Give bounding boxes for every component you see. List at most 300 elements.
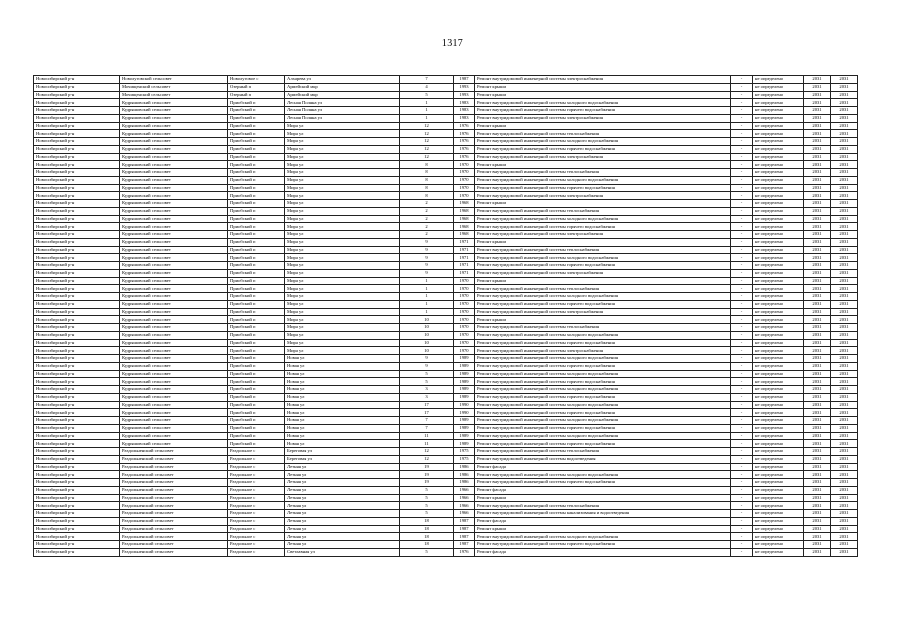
cell-settlement: Кудряшовский сельсовет [120, 169, 228, 177]
table-row [34, 479, 858, 487]
cell-year-to: 2031 [831, 525, 858, 533]
cell-district: Новосибирский р-н [34, 424, 120, 432]
cell-year-from: 2031 [804, 300, 831, 308]
table-row [34, 455, 858, 463]
cell-deadline: не определено [753, 300, 804, 308]
cell-work-type: Ремонт внутридомовой инженерной системы электроснабжения [475, 231, 731, 239]
cell-dash: - [731, 200, 753, 208]
cell-deadline: не определено [753, 215, 804, 223]
cell-locality: Раздольное с [228, 486, 285, 494]
cell-dash: - [731, 138, 753, 146]
cell-deadline: не определено [753, 107, 804, 115]
cell-dash: - [731, 122, 753, 130]
cell-district: Новосибирский р-н [34, 269, 120, 277]
cell-year-from: 2031 [804, 293, 831, 301]
cell-built-year: 1966 [454, 502, 475, 510]
cell-street: Мира ул [285, 293, 400, 301]
cell-built-year: 1968 [454, 223, 475, 231]
cell-dash: - [731, 471, 753, 479]
cell-street: Мира ул [285, 300, 400, 308]
cell-locality: Приобский п [228, 215, 285, 223]
cell-locality: Приобский п [228, 145, 285, 153]
cell-year-from: 2031 [804, 145, 831, 153]
cell-year-to: 2031 [831, 99, 858, 107]
cell-year-from: 2031 [804, 91, 831, 99]
cell-year-to: 2031 [831, 122, 858, 130]
cell-house: 9 [400, 254, 454, 262]
cell-year-to: 2031 [831, 339, 858, 347]
cell-deadline: не определено [753, 91, 804, 99]
cell-settlement: Кудряшовский сельсовет [120, 277, 228, 285]
cell-district: Новосибирский р-н [34, 130, 120, 138]
cell-year-from: 2031 [804, 184, 831, 192]
cell-dash: - [731, 401, 753, 409]
cell-year-to: 2031 [831, 107, 858, 115]
cell-deadline: не определено [753, 525, 804, 533]
cell-deadline: не определено [753, 122, 804, 130]
cell-street: Летняя ул [285, 533, 400, 541]
cell-street: Лесная Поляна ул [285, 99, 400, 107]
cell-work-type: Ремонт внутридомовой инженерной системы теплоснабжения [475, 285, 731, 293]
cell-built-year: 1989 [454, 393, 475, 401]
cell-settlement: Кудряшовский сельсовет [120, 432, 228, 440]
cell-house: 2 [400, 231, 454, 239]
cell-built-year: 1987 [454, 541, 475, 549]
cell-dash: - [731, 355, 753, 363]
table-row [34, 122, 858, 130]
cell-dash: - [731, 277, 753, 285]
cell-house: 19 [400, 471, 454, 479]
cell-work-type: Ремонт внутридомовой инженерной системы горячего водоснабжения [475, 440, 731, 448]
table-row [34, 300, 858, 308]
cell-year-to: 2031 [831, 510, 858, 518]
table-row [34, 277, 858, 285]
table-row [34, 362, 858, 370]
cell-work-type: Ремонт внутридомовой инженерной системы электроснабжения [475, 308, 731, 316]
table-row [34, 331, 858, 339]
cell-dash: - [731, 262, 753, 270]
cell-deadline: не определено [753, 324, 804, 332]
cell-settlement: Кудряшовский сельсовет [120, 223, 228, 231]
cell-deadline: не определено [753, 393, 804, 401]
cell-street: Новая ул [285, 424, 400, 432]
cell-locality: Раздольное с [228, 533, 285, 541]
cell-dash: - [731, 517, 753, 525]
cell-settlement: Кудряшовский сельсовет [120, 99, 228, 107]
cell-year-to: 2031 [831, 517, 858, 525]
cell-settlement: Кудряшовский сельсовет [120, 347, 228, 355]
cell-built-year: 1986 [454, 471, 475, 479]
cell-deadline: не определено [753, 424, 804, 432]
cell-district: Новосибирский р-н [34, 378, 120, 386]
cell-settlement: Кудряшовский сельсовет [120, 417, 228, 425]
cell-dash: - [731, 293, 753, 301]
cell-deadline: не определено [753, 355, 804, 363]
table-row [34, 432, 858, 440]
cell-district: Новосибирский р-н [34, 91, 120, 99]
cell-settlement: Кудряшовский сельсовет [120, 362, 228, 370]
cell-year-from: 2031 [804, 486, 831, 494]
cell-built-year: 1989 [454, 417, 475, 425]
cell-settlement: Кудряшовский сельсовет [120, 378, 228, 386]
cell-deadline: не определено [753, 207, 804, 215]
cell-house: 10 [400, 339, 454, 347]
cell-house: 5 [400, 494, 454, 502]
cell-built-year: 1970 [454, 293, 475, 301]
cell-built-year: 1966 [454, 486, 475, 494]
cell-work-type: Ремонт внутридомовой инженерной системы электроснабжения [475, 76, 731, 84]
cell-built-year: 1970 [454, 331, 475, 339]
cell-year-from: 2031 [804, 231, 831, 239]
table-row [34, 548, 858, 556]
cell-house: 5 [400, 548, 454, 556]
cell-built-year: 1968 [454, 207, 475, 215]
cell-settlement: Кудряшовский сельсовет [120, 200, 228, 208]
cell-built-year: 1989 [454, 386, 475, 394]
cell-built-year: 1976 [454, 130, 475, 138]
cell-street: Армейский мкр [285, 83, 400, 91]
cell-district: Новосибирский р-н [34, 231, 120, 239]
cell-deadline: не определено [753, 76, 804, 84]
cell-year-from: 2031 [804, 99, 831, 107]
cell-street: Мира ул [285, 176, 400, 184]
cell-house: 10 [400, 347, 454, 355]
table-row [34, 99, 858, 107]
cell-deadline: не определено [753, 231, 804, 239]
cell-year-from: 2031 [804, 541, 831, 549]
table-row [34, 541, 858, 549]
cell-work-type: Ремонт внутридомовой инженерной системы теплоснабжения [475, 324, 731, 332]
cell-locality: Приобский п [228, 238, 285, 246]
table-row [34, 207, 858, 215]
cell-deadline: не определено [753, 370, 804, 378]
cell-year-from: 2031 [804, 269, 831, 277]
cell-locality: Приобский п [228, 370, 285, 378]
cell-district: Новосибирский р-н [34, 107, 120, 115]
table-row [34, 401, 858, 409]
table-row [34, 285, 858, 293]
cell-house: 18 [400, 525, 454, 533]
table-row [34, 533, 858, 541]
cell-year-from: 2031 [804, 76, 831, 84]
cell-locality: Приобский п [228, 269, 285, 277]
cell-district: Новосибирский р-н [34, 308, 120, 316]
cell-year-from: 2031 [804, 308, 831, 316]
cell-street: Летняя ул [285, 471, 400, 479]
cell-house: 18 [400, 533, 454, 541]
cell-year-to: 2031 [831, 448, 858, 456]
cell-district: Новосибирский р-н [34, 293, 120, 301]
cell-street: Летняя ул [285, 463, 400, 471]
cell-work-type: Ремонт внутридомовой инженерной системы горячего водоснабжения [475, 300, 731, 308]
cell-year-from: 2031 [804, 432, 831, 440]
cell-district: Новосибирский р-н [34, 184, 120, 192]
cell-year-to: 2031 [831, 370, 858, 378]
cell-street: Летняя ул [285, 517, 400, 525]
cell-house: 7 [400, 76, 454, 84]
cell-year-from: 2031 [804, 355, 831, 363]
cell-dash: - [731, 331, 753, 339]
cell-district: Новосибирский р-н [34, 355, 120, 363]
cell-district: Новосибирский р-н [34, 463, 120, 471]
cell-street: Новая ул [285, 393, 400, 401]
cell-street: Новая ул [285, 378, 400, 386]
cell-built-year: 1983 [454, 114, 475, 122]
cell-locality: Приобский п [228, 362, 285, 370]
cell-year-from: 2031 [804, 448, 831, 456]
cell-deadline: не определено [753, 455, 804, 463]
table-row [34, 83, 858, 91]
cell-year-to: 2031 [831, 548, 858, 556]
cell-deadline: не определено [753, 486, 804, 494]
table-row [34, 316, 858, 324]
cell-deadline: не определено [753, 331, 804, 339]
cell-year-from: 2031 [804, 347, 831, 355]
cell-deadline: не определено [753, 138, 804, 146]
cell-work-type: Ремонт внутридомовой инженерной системы горячего водоснабжения [475, 424, 731, 432]
cell-year-to: 2031 [831, 308, 858, 316]
cell-locality: Приобский п [228, 393, 285, 401]
cell-built-year: 1989 [454, 362, 475, 370]
cell-built-year: 1989 [454, 432, 475, 440]
cell-locality: Приобский п [228, 138, 285, 146]
cell-dash: - [731, 161, 753, 169]
cell-dash: - [731, 231, 753, 239]
cell-house: 1 [400, 99, 454, 107]
cell-built-year: 1970 [454, 324, 475, 332]
cell-built-year: 1968 [454, 215, 475, 223]
cell-year-from: 2031 [804, 386, 831, 394]
cell-work-type: Ремонт внутридомовой инженерной системы горячего водоснабжения [475, 479, 731, 487]
cell-year-to: 2031 [831, 479, 858, 487]
cell-street: Мира ул [285, 324, 400, 332]
cell-dash: - [731, 339, 753, 347]
cell-street: Мира ул [285, 316, 400, 324]
cell-district: Новосибирский р-н [34, 176, 120, 184]
cell-locality: Приобский п [228, 331, 285, 339]
cell-settlement: Раздольненский сельсовет [120, 486, 228, 494]
cell-settlement: Кудряшовский сельсовет [120, 130, 228, 138]
cell-settlement: Кудряшовский сельсовет [120, 192, 228, 200]
cell-settlement: Раздольненский сельсовет [120, 502, 228, 510]
table-row [34, 76, 858, 84]
table-row [34, 525, 858, 533]
cell-locality: Приобский п [228, 432, 285, 440]
cell-year-to: 2031 [831, 393, 858, 401]
cell-house: 2 [400, 215, 454, 223]
cell-house: 11 [400, 440, 454, 448]
cell-built-year: 1976 [454, 138, 475, 146]
cell-year-from: 2031 [804, 455, 831, 463]
cell-built-year: 1987 [454, 517, 475, 525]
cell-street: Мира ул [285, 269, 400, 277]
cell-settlement: Раздольненский сельсовет [120, 525, 228, 533]
cell-built-year: 1975 [454, 455, 475, 463]
cell-year-to: 2031 [831, 440, 858, 448]
cell-district: Новосибирский р-н [34, 316, 120, 324]
cell-settlement: Кудряшовский сельсовет [120, 409, 228, 417]
cell-year-from: 2031 [804, 130, 831, 138]
cell-year-to: 2031 [831, 463, 858, 471]
cell-dash: - [731, 347, 753, 355]
cell-locality: Приобский п [228, 184, 285, 192]
cell-work-type: Ремонт внутридомовой инженерной системы холодного водоснабжения [475, 533, 731, 541]
cell-year-from: 2031 [804, 169, 831, 177]
cell-year-from: 2031 [804, 176, 831, 184]
cell-street: Мира ул [285, 161, 400, 169]
cell-district: Новосибирский р-н [34, 448, 120, 456]
cell-year-to: 2031 [831, 401, 858, 409]
table-row [34, 308, 858, 316]
cell-locality: Приобский п [228, 401, 285, 409]
cell-locality: Раздольное с [228, 525, 285, 533]
table-row [34, 130, 858, 138]
cell-house: 1 [400, 293, 454, 301]
cell-settlement: Раздольненский сельсовет [120, 548, 228, 556]
cell-street: Мира ул [285, 339, 400, 347]
cell-year-from: 2031 [804, 238, 831, 246]
cell-built-year: 1986 [454, 479, 475, 487]
cell-settlement: Кудряшовский сельсовет [120, 269, 228, 277]
cell-house: 5 [400, 502, 454, 510]
table-row [34, 169, 858, 177]
cell-district: Новосибирский р-н [34, 401, 120, 409]
cell-year-to: 2031 [831, 409, 858, 417]
cell-settlement: Кудряшовский сельсовет [120, 138, 228, 146]
cell-street: Новая ул [285, 432, 400, 440]
cell-deadline: не определено [753, 262, 804, 270]
cell-built-year: 1986 [454, 463, 475, 471]
cell-street: Светлавная ул [285, 548, 400, 556]
cell-year-from: 2031 [804, 153, 831, 161]
cell-built-year: 1970 [454, 316, 475, 324]
cell-deadline: не определено [753, 169, 804, 177]
cell-work-type: Ремонт внутридомовой инженерной системы горячего водоснабжения [475, 362, 731, 370]
cell-dash: - [731, 269, 753, 277]
cell-house: 2 [400, 223, 454, 231]
cell-locality: Раздольное с [228, 510, 285, 518]
cell-street: Мира ул [285, 153, 400, 161]
cell-work-type: Ремонт внутридомовой инженерной системы электроснабжения [475, 269, 731, 277]
cell-district: Новосибирский р-н [34, 409, 120, 417]
cell-district: Новосибирский р-н [34, 510, 120, 518]
cell-built-year: 1990 [454, 409, 475, 417]
cell-built-year: 1983 [454, 99, 475, 107]
cell-district: Новосибирский р-н [34, 262, 120, 270]
cell-house: 12 [400, 145, 454, 153]
cell-year-from: 2031 [804, 324, 831, 332]
cell-deadline: не определено [753, 83, 804, 91]
table-row [34, 386, 858, 394]
cell-dash: - [731, 192, 753, 200]
cell-district: Новосибирский р-н [34, 169, 120, 177]
cell-street: Мира ул [285, 200, 400, 208]
cell-built-year: 1989 [454, 424, 475, 432]
cell-dash: - [731, 378, 753, 386]
cell-settlement: Кудряшовский сельсовет [120, 122, 228, 130]
cell-deadline: не определено [753, 277, 804, 285]
cell-district: Новосибирский р-н [34, 122, 120, 130]
cell-settlement: Кудряшовский сельсовет [120, 355, 228, 363]
cell-deadline: не определено [753, 130, 804, 138]
cell-dash: - [731, 324, 753, 332]
cell-locality: Приобский п [228, 316, 285, 324]
table-row [34, 114, 858, 122]
cell-built-year: 1970 [454, 277, 475, 285]
cell-dash: - [731, 479, 753, 487]
cell-work-type: Ремонт внутридомовой инженерной системы холодного водоснабжения [475, 386, 731, 394]
table-row [34, 471, 858, 479]
cell-district: Новосибирский р-н [34, 362, 120, 370]
cell-district: Новосибирский р-н [34, 347, 120, 355]
cell-house: 3 [400, 393, 454, 401]
cell-locality: Приобский п [228, 424, 285, 432]
cell-locality: Приобский п [228, 386, 285, 394]
cell-dash: - [731, 107, 753, 115]
cell-deadline: не определено [753, 316, 804, 324]
cell-settlement: Кудряшовский сельсовет [120, 184, 228, 192]
cell-house: 10 [400, 316, 454, 324]
cell-locality: Раздольное с [228, 502, 285, 510]
cell-dash: - [731, 533, 753, 541]
cell-dash: - [731, 246, 753, 254]
cell-dash: - [731, 316, 753, 324]
cell-built-year: 1970 [454, 192, 475, 200]
cell-locality: Приобский п [228, 300, 285, 308]
cell-dash: - [731, 370, 753, 378]
cell-district: Новосибирский р-н [34, 138, 120, 146]
cell-year-to: 2031 [831, 386, 858, 394]
cell-locality: Приобский п [228, 153, 285, 161]
cell-settlement: Кудряшовский сельсовет [120, 262, 228, 270]
cell-locality: Приобский п [228, 200, 285, 208]
cell-settlement: Кудряшовский сельсовет [120, 231, 228, 239]
cell-built-year: 1975 [454, 448, 475, 456]
cell-dash: - [731, 76, 753, 84]
table-row [34, 440, 858, 448]
cell-built-year: 1970 [454, 184, 475, 192]
cell-house: 1 [400, 308, 454, 316]
cell-district: Новосибирский р-н [34, 114, 120, 122]
cell-year-from: 2031 [804, 424, 831, 432]
cell-year-to: 2031 [831, 502, 858, 510]
cell-house: 19 [400, 463, 454, 471]
cell-dash: - [731, 432, 753, 440]
cell-locality: Приобский п [228, 254, 285, 262]
cell-work-type: Ремонт внутридомовой инженерной системы холодного водоснабжения [475, 254, 731, 262]
cell-work-type: Ремонт внутридомовой инженерной системы холодного водоснабжения [475, 355, 731, 363]
cell-dash: - [731, 145, 753, 153]
cell-year-to: 2031 [831, 541, 858, 549]
table-row [34, 393, 858, 401]
cell-district: Новосибирский р-н [34, 331, 120, 339]
cell-work-type: Ремонт крыши [475, 316, 731, 324]
table-row [34, 153, 858, 161]
cell-house: 8 [400, 161, 454, 169]
cell-built-year: 1970 [454, 176, 475, 184]
cell-house: 12 [400, 448, 454, 456]
cell-dash: - [731, 455, 753, 463]
table-row [34, 463, 858, 471]
cell-year-from: 2031 [804, 525, 831, 533]
cell-house: 10 [400, 324, 454, 332]
cell-deadline: не определено [753, 200, 804, 208]
cell-work-type: Ремонт внутридомовой инженерной системы холодного водоснабжения [475, 432, 731, 440]
cell-settlement: Мочищенский сельсовет [120, 91, 228, 99]
cell-house: 1 [400, 300, 454, 308]
cell-locality: Приобский п [228, 207, 285, 215]
cell-year-to: 2031 [831, 114, 858, 122]
